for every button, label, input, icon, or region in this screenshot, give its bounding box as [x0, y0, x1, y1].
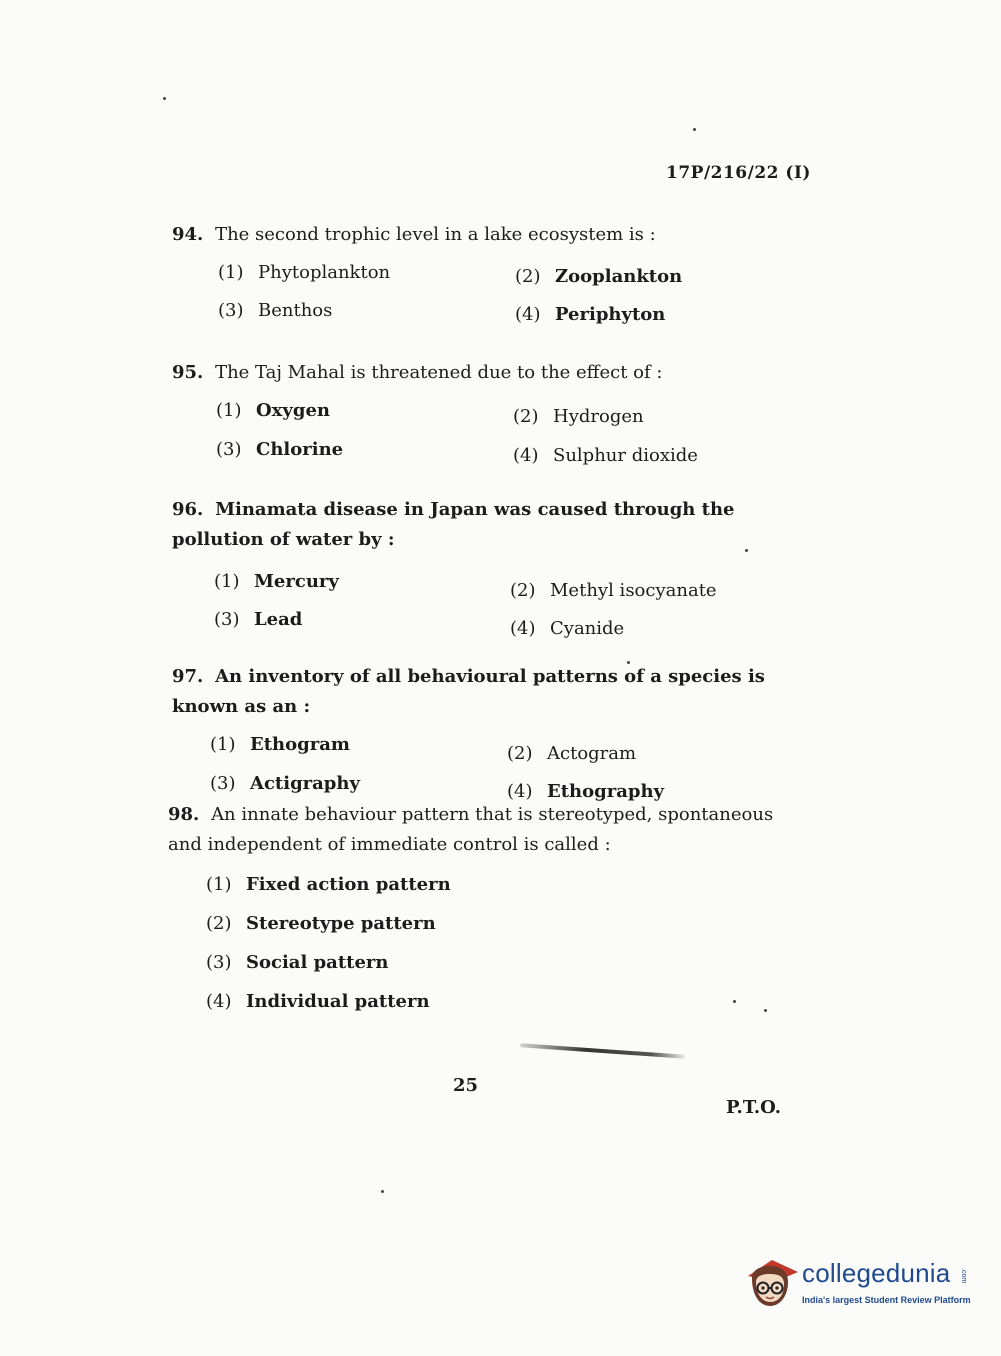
- option-2: [206, 909, 788, 939]
- option-3: [218, 296, 332, 326]
- option-label: Methyl isocyanate: [550, 580, 717, 601]
- option-label: Phytoplankton: [258, 262, 391, 283]
- scan-speck: [733, 1000, 736, 1003]
- collegedunia-logo: [742, 1252, 970, 1312]
- option-label: Periphyton: [555, 304, 666, 325]
- scan-speck: [163, 97, 166, 100]
- option-number: (1): [206, 874, 232, 895]
- option-number: (1): [216, 400, 242, 421]
- option-number: (3): [216, 439, 242, 460]
- brand-name: collegedunia: [802, 1258, 951, 1288]
- scan-speck: [693, 128, 696, 131]
- question-text: An inventory of all behavioural patterns of a species is known as an :: [172, 666, 765, 717]
- option-number: (3): [218, 300, 244, 321]
- scan-speck: [745, 549, 748, 552]
- option-2: [507, 739, 636, 769]
- question-text: The second trophic level in a lake ecosystem is :: [215, 224, 656, 245]
- please-turn-over: P.T.O.: [726, 1097, 782, 1118]
- option-1: [218, 258, 390, 288]
- option-3: [214, 605, 302, 635]
- option-label: Chlorine: [256, 439, 344, 460]
- question-text: Minamata disease in Japan was caused through the pollution of water by :: [172, 499, 735, 550]
- option-number: (4): [513, 445, 539, 466]
- option-number: (1): [218, 262, 244, 283]
- option-label: Oxygen: [256, 400, 330, 421]
- question-96: [172, 495, 802, 649]
- question-95: [172, 358, 802, 476]
- option-label: Mercury: [254, 571, 339, 592]
- option-2: [513, 402, 644, 432]
- option-number: (2): [206, 913, 232, 934]
- question-number: 98.: [168, 804, 200, 825]
- option-number: (2): [513, 406, 539, 427]
- question-98: [168, 800, 788, 1026]
- option-1: [214, 567, 339, 597]
- option-3: [206, 948, 788, 978]
- option-number: (3): [210, 773, 236, 794]
- option-2: [515, 262, 682, 292]
- option-label: Zooplankton: [555, 266, 683, 287]
- option-label: Benthos: [258, 300, 333, 321]
- option-4: [510, 614, 624, 644]
- option-label: Individual pattern: [246, 991, 430, 1012]
- option-number: (1): [214, 571, 240, 592]
- option-label: Stereotype pattern: [246, 913, 436, 934]
- paper-code: 17P/216/22 (I): [666, 163, 811, 183]
- option-2: [510, 576, 717, 606]
- option-label: Ethogram: [250, 734, 350, 755]
- question-number: 96.: [172, 499, 204, 520]
- option-1: [210, 730, 350, 760]
- option-number: (3): [206, 952, 232, 973]
- question-94: [172, 220, 802, 338]
- scan-speck: [381, 1190, 384, 1193]
- option-1: [206, 870, 788, 900]
- option-number: (2): [515, 266, 541, 287]
- option-1: [216, 396, 330, 426]
- option-number: (4): [510, 618, 536, 639]
- question-number: 97.: [172, 666, 204, 687]
- options-grid: [172, 730, 812, 810]
- option-number: (4): [515, 304, 541, 325]
- option-label: Ethography: [547, 781, 664, 802]
- option-label: Cyanide: [550, 618, 625, 639]
- options-grid: [172, 258, 802, 338]
- option-label: Lead: [254, 609, 303, 630]
- options-grid: [172, 396, 802, 476]
- page-number: 25: [453, 1075, 479, 1096]
- option-number: (4): [507, 781, 533, 802]
- question-text: An innate behaviour pattern that is stereotyped, spontaneous and independent of immediate control is called :: [168, 804, 774, 855]
- option-label: Social pattern: [246, 952, 389, 973]
- option-number: (4): [206, 991, 232, 1012]
- scan-streak: [520, 1043, 685, 1059]
- options-list: [206, 870, 788, 1017]
- scan-speck: [627, 661, 630, 664]
- options-grid: [172, 567, 802, 649]
- option-number: (1): [210, 734, 236, 755]
- option-3: [216, 435, 343, 465]
- option-4: [206, 987, 788, 1017]
- option-3: [210, 769, 360, 799]
- option-number: (2): [507, 743, 533, 764]
- brand-tagline: India's largest Student Review Platform: [802, 1295, 971, 1305]
- scan-speck: [764, 1009, 767, 1012]
- mascot-icon: [742, 1252, 800, 1310]
- option-label: Sulphur dioxide: [553, 445, 698, 466]
- question-text: The Taj Mahal is threatened due to the effect of :: [215, 362, 663, 383]
- option-number: (3): [214, 609, 240, 630]
- option-label: Actigraphy: [250, 773, 360, 794]
- option-label: Fixed action pattern: [246, 874, 451, 895]
- option-number: (2): [510, 580, 536, 601]
- question-number: 94.: [172, 224, 204, 245]
- option-4: [515, 300, 665, 330]
- brand-suffix: .com: [960, 1268, 967, 1284]
- option-label: Actogram: [547, 743, 637, 764]
- option-4: [513, 441, 698, 471]
- option-label: Hydrogen: [553, 406, 644, 427]
- question-number: 95.: [172, 362, 204, 383]
- question-97: [172, 662, 812, 810]
